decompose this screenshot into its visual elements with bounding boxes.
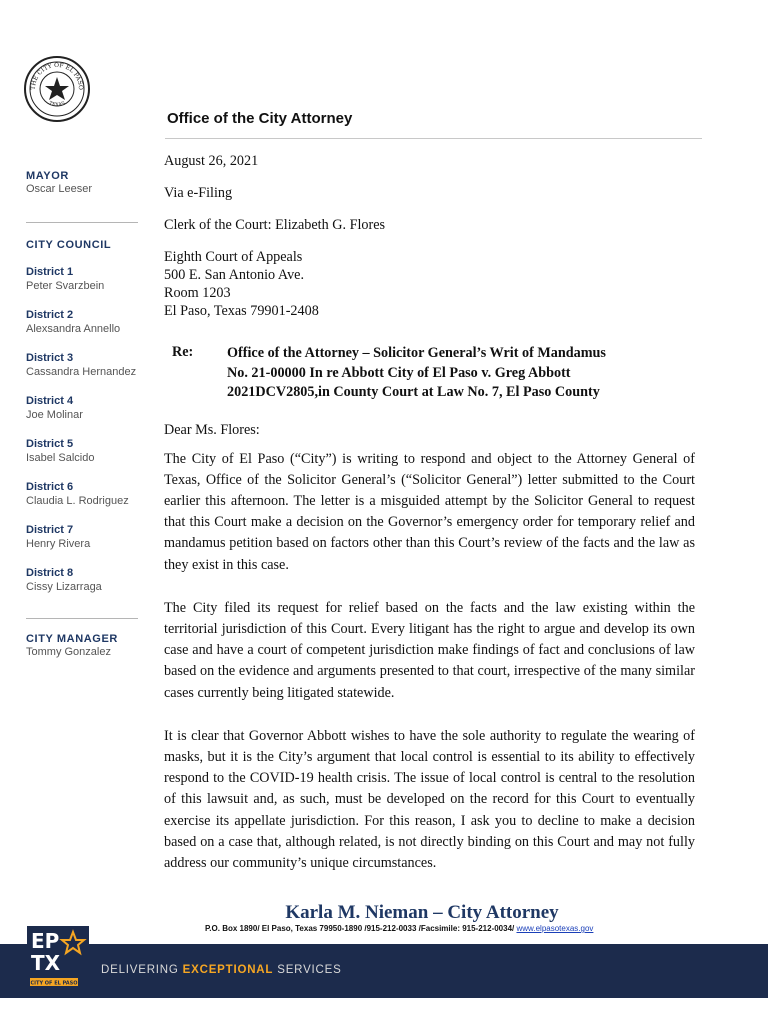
seal-text: THE CITY OF EL PASO xyxy=(29,61,85,91)
district-entry xyxy=(26,351,148,379)
body-paragraph: The City of El Paso (“City”) is writing to respond and object to the Attorney General of Texas, Office of the Solicitor General’s (“Solicitor General”) letter submitted to the Court earlier this afternoon. The letter is a misguided attempt by the Solicitor General to request that this Court make a decision on the Governor’s emergency order for temporary relief and mandamus petition based on factors other than this Court’s review of the facts and the law as they exist in this case. xyxy=(164,450,695,573)
tagline-emphasis: EXCEPTIONAL xyxy=(182,964,274,976)
body-paragraph: The City filed its request for relief based on the facts and the law existing within the territorial jurisdiction of this Court. Every litigant has the right to argue and develop its own case and have a court of competent jurisdiction make findings of fact and conclusions of law based on the evidence and arguments presented to that court, irrespective of the many similar cases currently being litigated statewide. xyxy=(164,599,695,701)
contact-line xyxy=(205,924,593,933)
salutation: Dear Ms. Flores: xyxy=(164,421,260,438)
seal-text-bottom: TEXAS xyxy=(47,100,67,109)
recipient-address xyxy=(164,248,695,320)
body-paragraph: It is clear that Governor Abbott wishes to have the sole authority to regulate the wearing of masks, but it is the City’s argument that local control is essential to its ability to effectively respond to the COVID-19 health crisis. The issue of local control is central to the resolution of this lawsuit and, as such, must be developed on the record for this Court to eventually exercise its appellate jurisdiction. For this reason, I ask you to decline to make a decision based on a case that, although related, is not directly binding on this Court and may not fully address our community’s unique circumstances. xyxy=(164,727,695,871)
district-member: Henry Rivera xyxy=(26,538,91,550)
district-member: Cassandra Hernandez xyxy=(26,366,137,378)
council-heading: CITY COUNCIL xyxy=(26,239,112,251)
district-member: Cissy Lizarraga xyxy=(26,581,102,593)
district-entry xyxy=(26,308,148,336)
tagline-prefix: DELIVERING xyxy=(101,964,183,976)
district-entry xyxy=(26,480,148,508)
district-label: District 2 xyxy=(26,309,74,321)
address-line: El Paso, Texas 79901-2408 xyxy=(164,303,319,319)
address-line: Room 1203 xyxy=(164,285,231,301)
district-entry xyxy=(26,265,148,293)
ep-tx-logo xyxy=(27,926,89,990)
district-label: District 3 xyxy=(26,352,74,364)
subject-text xyxy=(227,344,667,403)
tagline xyxy=(101,964,342,976)
letter-body xyxy=(164,152,695,874)
sidebar-divider xyxy=(26,618,138,619)
district-member: Isabel Salcido xyxy=(26,452,95,464)
subject-block xyxy=(172,344,695,403)
svg-text:TEXAS xyxy=(48,100,67,108)
district-member: Peter Svarzbein xyxy=(26,280,105,292)
city-manager-heading: CITY MANAGER xyxy=(26,633,118,645)
subject-line: 2021DCV2805,in County Court at Law No. 7, El Paso County xyxy=(227,384,600,400)
mayor-name: Oscar Leeser xyxy=(26,183,93,195)
website-link[interactable]: www.elpasotexas.gov xyxy=(516,924,594,933)
clerk-line: Clerk of the Court: Elizabeth G. Flores xyxy=(164,217,386,233)
district-entry xyxy=(26,566,148,594)
header-divider xyxy=(165,138,702,139)
district-entry xyxy=(26,394,148,422)
logo-text: EP TX xyxy=(31,929,61,975)
district-label: District 4 xyxy=(26,395,74,407)
district-member: Claudia L. Rodriguez xyxy=(26,495,129,507)
tagline-suffix: SERVICES xyxy=(273,964,342,976)
office-title: Office of the City Attorney xyxy=(167,110,353,127)
subject-label: Re: xyxy=(172,344,194,360)
district-entry xyxy=(26,437,148,465)
district-label: District 1 xyxy=(26,266,74,278)
district-member: Alexsandra Annello xyxy=(26,323,121,335)
subject-line: No. 21-00000 In re Abbott City of El Paso v. Greg Abbott xyxy=(227,364,571,381)
contact-details: P.O. Box 1890/ El Paso, Texas 79950-1890 /915-212-0033 /Facsimile: 915-212-0034/ xyxy=(205,924,515,933)
sidebar-divider xyxy=(26,222,138,223)
district-member: Joe Molinar xyxy=(26,409,83,421)
address-line: Eighth Court of Appeals xyxy=(164,249,303,265)
district-label: District 5 xyxy=(26,438,74,450)
subject-line: Office of the Attorney – Solicitor General’s Writ of Mandamus xyxy=(227,345,606,361)
footer-band xyxy=(0,929,768,998)
delivery-method: Via e-Filing xyxy=(164,185,233,201)
address-line: 500 E. San Antonio Ave. xyxy=(164,267,305,283)
district-label: District 7 xyxy=(26,524,74,536)
district-label: District 8 xyxy=(26,567,74,579)
logo-subtext: CITY OF EL PASO xyxy=(30,980,78,987)
city-manager-name: Tommy Gonzalez xyxy=(26,646,111,658)
letter-date: August 26, 2021 xyxy=(164,153,259,169)
city-seal-logo xyxy=(23,55,91,123)
signature-line: Karla M. Nieman – City Attorney xyxy=(285,902,559,923)
district-entry xyxy=(26,523,148,551)
sidebar-officials xyxy=(26,170,148,659)
district-label: District 6 xyxy=(26,481,74,493)
mayor-heading: MAYOR xyxy=(26,170,69,182)
